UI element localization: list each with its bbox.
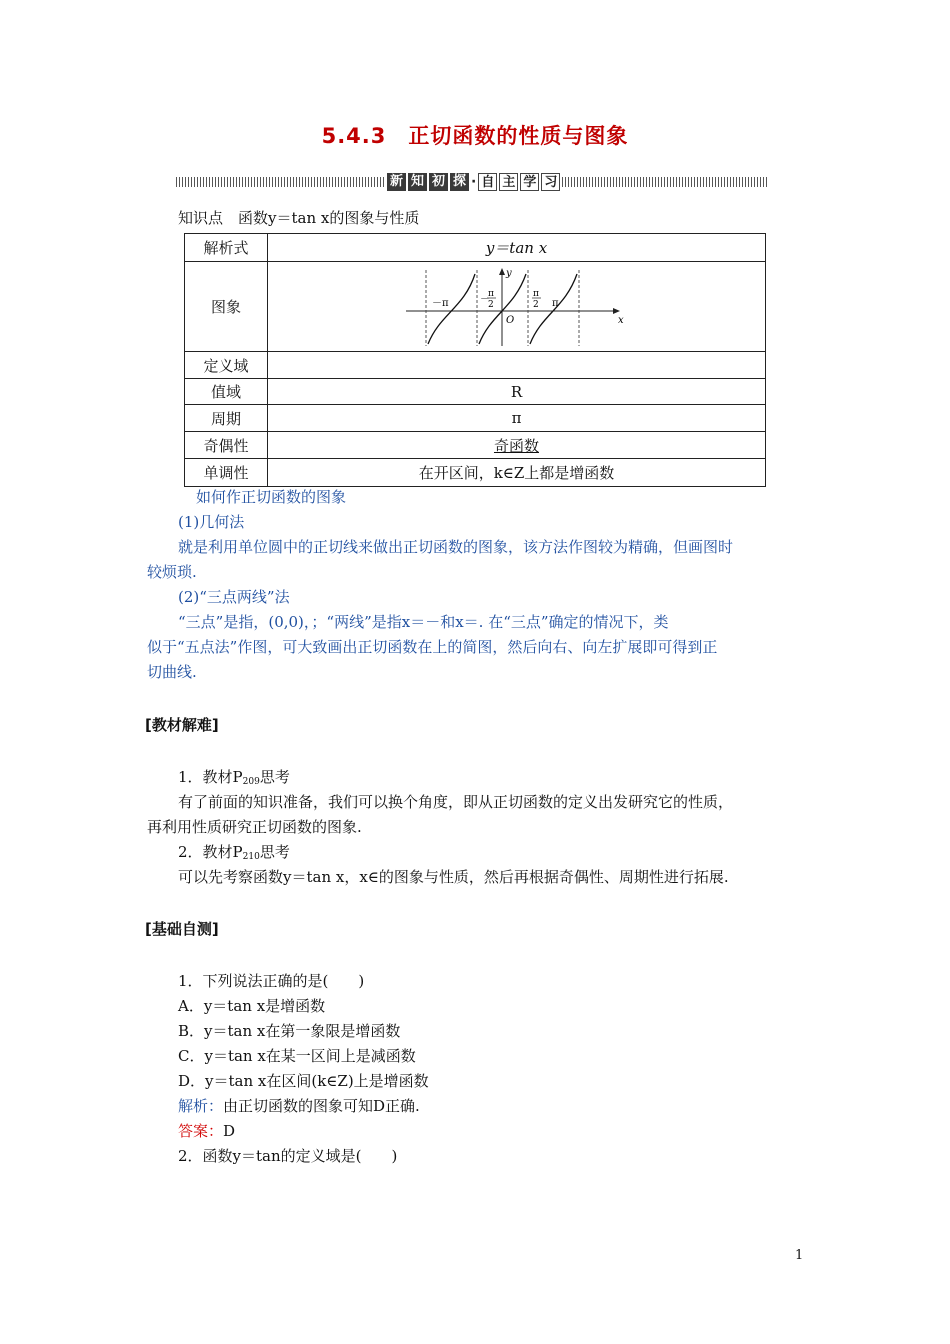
textbook-line: 再利用性质研究正切函数的图象. xyxy=(147,818,362,836)
section-heading-selftest: [基础自测] xyxy=(145,920,219,938)
table-row xyxy=(185,432,766,459)
banner-tabs xyxy=(387,172,562,192)
item-title-pre: 1．教材P xyxy=(178,768,243,786)
label-neg-pi: －π xyxy=(431,297,449,309)
method2-title: (2)“三点两线”法 xyxy=(178,588,290,606)
banner-stripe-left xyxy=(176,177,384,187)
table-key: 单调性 xyxy=(185,459,268,487)
table-row xyxy=(185,405,766,432)
table-value: 在开区间，k∈Z上都是增函数 xyxy=(268,459,766,487)
page-ref: 210 xyxy=(242,852,260,862)
label-half-pi-num: π xyxy=(532,288,539,299)
item-title-pre: 2．教材P xyxy=(178,843,243,861)
table-value: R xyxy=(268,379,766,405)
label-half-pi-den: 2 xyxy=(532,299,539,310)
label-x: x xyxy=(617,314,624,326)
table-value: y＝tan x xyxy=(268,234,766,262)
textbook-line: 可以先考察函数y＝tan x，x∈的图象与性质，然后再根据奇偶性、周期性进行拓展. xyxy=(178,868,729,886)
table-key: 值域 xyxy=(185,379,268,405)
section-heading-textbook: [教材解难] xyxy=(145,716,219,734)
textbook-line: 有了前面的知识准备，我们可以换个角度，即从正切函数的定义出发研究它的性质， xyxy=(178,793,734,811)
label-neg-half-pi-den: 2 xyxy=(487,299,494,310)
table-row xyxy=(185,379,766,405)
option-b: B．y＝tan x在第一象限是增函数 xyxy=(178,1022,401,1040)
option-d: D．y＝tan x在区间(k∈Z)上是增函数 xyxy=(178,1072,429,1090)
graph-cell xyxy=(268,262,766,352)
answer xyxy=(178,1119,235,1144)
banner-tab: 新 xyxy=(387,173,406,191)
table-row xyxy=(185,234,766,262)
banner-separator: · xyxy=(471,174,477,190)
section-banner xyxy=(176,172,768,192)
banner-tab: 自 xyxy=(478,173,497,191)
analysis-text: 由正切函数的图象可知D正确. xyxy=(223,1097,420,1115)
option-a: A．y＝tan x是增函数 xyxy=(178,997,326,1015)
label-y: y xyxy=(505,267,512,279)
method2-line: 似于“五点法”作图，可大致画出正切函数在上的简图，然后向右、向左扩展即可得到正 xyxy=(147,638,718,656)
table-key: 奇偶性 xyxy=(185,432,268,459)
answer-text: D xyxy=(223,1122,236,1140)
table-row xyxy=(185,262,766,352)
banner-tab: 初 xyxy=(429,173,448,191)
table-value: π xyxy=(268,405,766,432)
method2-line: “三点”是指，(0,0)，；“两线”是指x＝－和x＝. 在“三点”确定的情况下，类 xyxy=(178,613,669,631)
question: 2．函数y＝tan的定义域是( ) xyxy=(178,1147,398,1165)
banner-tab: 知 xyxy=(408,173,427,191)
banner-tab: 探 xyxy=(450,173,469,191)
tan-branch xyxy=(428,274,475,344)
banner-stripe-right xyxy=(562,177,768,187)
table-value: 奇函数 xyxy=(268,432,766,459)
method1-line: 就是利用单位圆中的正切线来做出正切函数的图象，该方法作图较为精确，但画图时 xyxy=(178,538,734,556)
method1-title: (1)几何法 xyxy=(178,513,245,531)
method2-line: 切曲线. xyxy=(147,663,197,681)
table-row xyxy=(185,459,766,487)
table-key: 图象 xyxy=(185,262,268,352)
property-table xyxy=(184,233,766,487)
banner-tab: 学 xyxy=(520,173,539,191)
tangent-graph xyxy=(402,266,632,348)
y-axis-arrow xyxy=(499,268,505,275)
item-title-post: 思考 xyxy=(259,768,290,786)
analysis xyxy=(178,1094,420,1119)
knowledge-heading: 知识点 函数y＝tan x的图象与性质 xyxy=(178,209,420,227)
banner-tab: 习 xyxy=(541,173,560,191)
x-axis-arrow xyxy=(613,308,620,314)
page-title: 5.4.3 正切函数的性质与图象 xyxy=(321,124,629,148)
label-pi: π xyxy=(551,297,559,309)
table-value xyxy=(268,352,766,379)
method1-line: 较烦琐. xyxy=(147,563,197,581)
page-ref: 209 xyxy=(242,777,260,787)
label-neg-sign: － xyxy=(479,293,490,305)
table-row xyxy=(185,352,766,379)
label-neg-half-pi-num: π xyxy=(487,288,494,299)
page-number: 1 xyxy=(795,1248,804,1263)
option-c: C．y＝tan x在某一区间上是减函数 xyxy=(178,1047,416,1065)
item-title-post: 思考 xyxy=(259,843,290,861)
answer-label: 答案： xyxy=(178,1122,224,1140)
question: 1．下列说法正确的是( ) xyxy=(178,972,365,990)
table-key: 定义域 xyxy=(185,352,268,379)
label-origin: O xyxy=(505,314,514,326)
note-heading: 如何作正切函数的图象 xyxy=(196,488,347,506)
banner-tab: 主 xyxy=(499,173,518,191)
table-key: 解析式 xyxy=(185,234,268,262)
analysis-label: 解析： xyxy=(178,1097,224,1115)
table-key: 周期 xyxy=(185,405,268,432)
